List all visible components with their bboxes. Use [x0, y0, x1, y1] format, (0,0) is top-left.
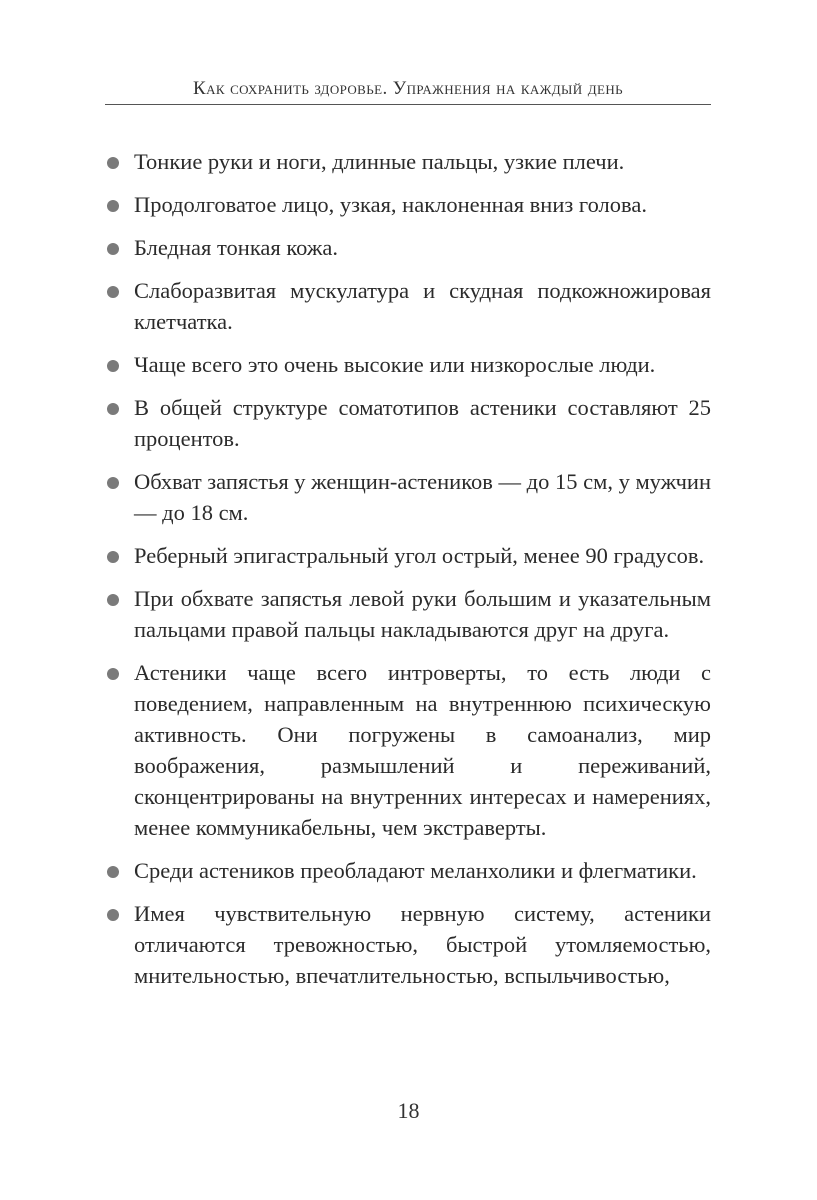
list-item: [105, 146, 711, 177]
bullet-dot-icon: [107, 286, 119, 298]
list-item: [105, 540, 711, 571]
list-item: [105, 657, 711, 843]
list-item: [105, 392, 711, 454]
header-rule: [105, 104, 711, 105]
list-item: [105, 349, 711, 380]
list-item-text: Чаще всего это очень высокие или низкорослые люди.: [134, 352, 656, 377]
list-item: [105, 855, 711, 886]
bullet-dot-icon: [107, 477, 119, 489]
list-item-text: Имея чувствительную нервную систему, астеники отличаются тревожностью, быстрой утомляемостью, мнительностью, впечатлительностью, вспыльчивостью,: [134, 901, 711, 988]
bullet-dot-icon: [107, 157, 119, 169]
running-head: Как сохранить здоровье. Упражнения на каждый день: [193, 78, 623, 99]
list-item: [105, 466, 711, 528]
list-item-text: Среди астеников преобладают меланхолики и флегматики.: [134, 858, 697, 883]
bullet-list: [105, 146, 711, 1003]
list-item-text: В общей структуре соматотипов астеники составляют 25 процентов.: [134, 395, 711, 451]
bullet-dot-icon: [107, 594, 119, 606]
list-item-text: При обхвате запястья левой руки большим и указательным пальцами правой пальцы накладываются друг на друга.: [134, 586, 711, 642]
bullet-dot-icon: [107, 909, 119, 921]
list-item: [105, 583, 711, 645]
list-item: [105, 189, 711, 220]
bullet-dot-icon: [107, 360, 119, 372]
list-item-text: Астеники чаще всего интроверты, то есть люди с поведением, направленным на внутреннюю психическую активность. Они погружены в самоанализ, мир воображения, размышлений и переживаний, сконцентрированы на внутренних интересах и намерениях, менее коммуникабельны, чем экстраверты.: [134, 660, 711, 840]
list-item-text: Тонкие руки и ноги, длинные пальцы, узкие плечи.: [134, 149, 625, 174]
bullet-dot-icon: [107, 403, 119, 415]
list-item-text: Слаборазвитая мускулатура и скудная подкожножировая клетчатка.: [134, 278, 711, 334]
list-item-text: Обхват запястья у женщин-астеников — до 15 см, у мужчин — до 18 см.: [134, 469, 712, 525]
bullet-dot-icon: [107, 200, 119, 212]
list-item: [105, 898, 711, 991]
bullet-dot-icon: [107, 243, 119, 255]
bullet-dot-icon: [107, 551, 119, 563]
page-number: 18: [397, 1098, 420, 1123]
list-item-text: Продолговатое лицо, узкая, наклоненная вниз голова.: [134, 192, 647, 217]
list-item: [105, 275, 711, 337]
list-item-text: Бледная тонкая кожа.: [134, 235, 339, 260]
bullet-dot-icon: [107, 668, 119, 680]
list-item-text: Реберный эпигастральный угол острый, менее 90 градусов.: [134, 543, 705, 568]
list-item: [105, 232, 711, 263]
bullet-dot-icon: [107, 866, 119, 878]
